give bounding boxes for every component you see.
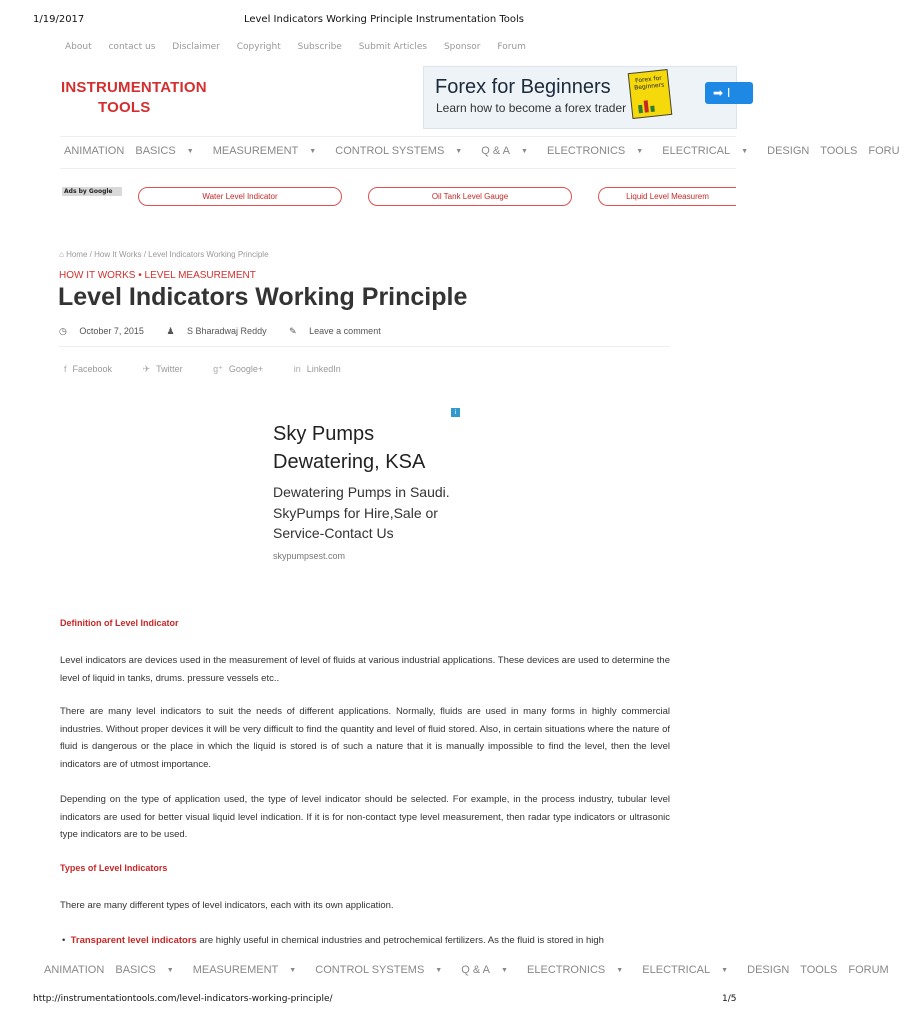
comment-link-text: Leave a comment	[309, 326, 381, 336]
breadcrumb	[59, 250, 269, 259]
paragraph: Level indicators are devices used in the measurement of level of fluids at various industrial applications. These devices are used to determine the level of liquid in tanks, drums. pressure vessels etc..	[60, 655, 670, 684]
nav-electrical[interactable]	[662, 145, 756, 157]
nav-electrical-label: ELECTRICAL	[642, 964, 711, 976]
nav-electronics[interactable]	[547, 145, 651, 157]
nav-electronics-label: ELECTRONICS	[527, 964, 606, 976]
share-googleplus-label: Google+	[228, 364, 264, 374]
print-page-number: 1/5	[722, 994, 737, 1004]
ad-link-water-level[interactable]: Water Level Indicator	[138, 187, 342, 206]
share-linkedin-label: LinkedIn	[306, 364, 341, 374]
ad-choices-icon[interactable]: i	[451, 408, 460, 417]
top-nav-submit-articles[interactable]: Submit Articles	[358, 42, 428, 52]
nav-measurement[interactable]	[193, 964, 305, 976]
nav-electrical[interactable]	[642, 964, 736, 976]
breadcrumb-text[interactable]: Home / How It Works / Level Indicators Working Principle	[66, 250, 269, 259]
banner-ad-cta-button[interactable]: ➡ I	[705, 82, 753, 104]
facebook-icon: f	[64, 364, 67, 374]
nav-animation[interactable]: ANIMATION	[64, 145, 125, 157]
divider	[59, 346, 670, 347]
chevron-down-icon: ▼	[721, 967, 729, 974]
book-title: Forex for Beginners	[633, 74, 665, 92]
print-title: Level Indicators Working Principle Instrumentation Tools	[243, 14, 525, 25]
ads-by-google-text: Ads by Google	[64, 188, 113, 195]
inline-ad-body-line: Dewatering Pumps in Saudi.	[273, 484, 450, 500]
post-date	[59, 326, 154, 336]
nav-electrical-label: ELECTRICAL	[662, 145, 731, 157]
inline-ad-body-line: SkyPumps for Hire,Sale or	[273, 504, 438, 521]
twitter-icon: ✈	[142, 364, 151, 374]
chevron-down-icon: ▼	[636, 148, 644, 155]
inline-ad-url[interactable]: skypumpsest.com	[273, 551, 346, 561]
paragraph: There are many different types of level indicators, each with its own application.	[60, 900, 394, 911]
top-nav-contact[interactable]: contact us	[108, 42, 156, 52]
list-item	[62, 935, 670, 946]
chevron-down-icon: ▼	[521, 148, 528, 155]
category-links[interactable]: HOW IT WORKS • LEVEL MEASUREMENT	[59, 270, 256, 281]
share-facebook-label: Facebook	[72, 364, 113, 374]
nav-basics[interactable]	[115, 964, 181, 976]
share-googleplus[interactable]	[213, 364, 277, 374]
top-nav	[65, 42, 540, 52]
comment-link[interactable]	[289, 326, 391, 336]
banner-ad-headline: Forex for Beginners	[435, 76, 611, 98]
sticky-nav	[44, 964, 897, 976]
nav-design[interactable]: DESIGN	[747, 964, 790, 976]
clock-icon: ◷	[59, 326, 67, 336]
share-bar	[64, 364, 369, 375]
nav-measurement-label: MEASUREMENT	[192, 964, 279, 976]
nav-electronics[interactable]	[527, 964, 631, 976]
nav-measurement-label: MEASUREMENT	[212, 145, 299, 157]
share-linkedin[interactable]	[294, 364, 355, 374]
list-item-link[interactable]: Transparent level indicators	[70, 935, 197, 946]
nav-control-systems[interactable]	[335, 145, 470, 157]
post-date-text: October 7, 2015	[79, 326, 144, 336]
banner-ad-subtext: Learn how to become a forex trader	[436, 101, 627, 115]
nav-forum[interactable]: FORU	[868, 145, 900, 157]
logo-line-2: TOOLS	[98, 99, 151, 116]
inline-ad-title-line: Dewatering, KSA	[273, 451, 426, 473]
nav-basics-label: BASICS	[115, 964, 156, 976]
list-item-text: are highly useful in chemical industries and petrochemical fertilizers. As the fluid is stored in high	[196, 935, 604, 946]
chevron-down-icon: ▼	[616, 967, 624, 974]
home-icon: ⌂	[59, 250, 64, 259]
user-icon: ♟	[166, 326, 175, 336]
book-bar	[644, 100, 649, 112]
post-author[interactable]	[166, 326, 276, 336]
chevron-down-icon: ▼	[741, 148, 749, 155]
section-heading-definition: Definition of Level Indicator	[60, 618, 179, 628]
top-nav-about[interactable]: About	[65, 42, 92, 52]
nav-tools[interactable]: TOOLS	[820, 145, 858, 157]
ad-link-oil-tank[interactable]: Oil Tank Level Gauge	[368, 187, 572, 206]
nav-control-systems[interactable]	[315, 964, 450, 976]
paragraph: Depending on the type of application used, the type of level indicator should be selected. For example, in the process industry, tubular level indicators are used for better visual liquid level indication. If it is for non-contact type level measurement, then radar type indicators or ultrasonic type indicators are to be used.	[60, 794, 670, 840]
post-author-text: S Bharadwaj Reddy	[187, 326, 267, 336]
comment-icon: ✎	[289, 326, 297, 336]
book-image	[628, 69, 673, 119]
nav-basics-label: BASICS	[135, 145, 176, 157]
divider	[60, 136, 736, 137]
nav-forum[interactable]: FORUM	[848, 964, 889, 976]
chevron-down-icon: ▼	[186, 148, 194, 155]
inline-ad-title-line: Sky Pumps	[273, 423, 375, 445]
inline-ad-body-line: Service-Contact Us	[273, 525, 394, 541]
paragraph: There are many level indicators to suit the needs of different applications. Normally, fluids are used in many forms in highly commercial industries. Without proper devices it will be very difficult to find the quantity and level of fluid stored. Also, in certain situations where the nature of fluid is dangerous or the place in which the liquid is stored is of such a nature that it is manually impossible to find the level, then the level indicators are of utmost importance.	[60, 706, 670, 770]
top-nav-copyright[interactable]: Copyright	[236, 42, 281, 52]
top-nav-forum[interactable]: Forum	[497, 42, 526, 52]
nav-electronics-label: ELECTRONICS	[547, 145, 626, 157]
ads-by-google-label[interactable]	[62, 187, 122, 196]
inline-ad-title[interactable]	[273, 420, 425, 476]
nav-qa[interactable]	[481, 145, 536, 157]
inline-ad-body	[273, 482, 450, 544]
chevron-down-icon: ▼	[455, 148, 463, 155]
top-nav-sponsor[interactable]: Sponsor	[443, 42, 481, 52]
divider	[60, 168, 736, 169]
logo-line-1: INSTRUMENTATION	[61, 79, 207, 96]
nav-control-systems-label: CONTROL SYSTEMS	[315, 964, 425, 976]
bullet-icon: •	[62, 935, 66, 946]
ad-link-liquid-level[interactable]: Liquid Level Measurem	[598, 187, 736, 206]
nav-control-systems-label: CONTROL SYSTEMS	[335, 145, 445, 157]
share-facebook[interactable]	[64, 364, 126, 374]
print-header	[0, 14, 768, 30]
nav-animation[interactable]: ANIMATION	[44, 964, 105, 976]
nav-qa[interactable]	[461, 964, 516, 976]
section-heading-types: Types of Level Indicators	[60, 863, 168, 873]
book-bar	[650, 106, 655, 112]
googleplus-icon: g⁺	[213, 364, 223, 374]
share-twitter-label: Twitter	[156, 364, 183, 374]
nav-qa-label: Q & A	[481, 145, 511, 157]
main-nav	[64, 145, 908, 157]
nav-measurement[interactable]	[213, 145, 325, 157]
nav-qa-label: Q & A	[461, 964, 491, 976]
site-logo[interactable]	[61, 78, 207, 118]
article-meta	[59, 326, 401, 337]
share-twitter[interactable]	[143, 364, 197, 374]
nav-tools[interactable]: TOOLS	[800, 964, 838, 976]
book-bar	[638, 105, 643, 113]
linkedin-icon: in	[293, 364, 301, 374]
print-url: http://instrumentationtools.com/level-indicators-working-principle/	[33, 994, 333, 1004]
top-nav-subscribe[interactable]: Subscribe	[297, 42, 342, 52]
chevron-down-icon: ▼	[435, 967, 443, 974]
chevron-down-icon: ▼	[289, 967, 297, 974]
banner-ad[interactable]	[423, 66, 737, 129]
article-title: Level Indicators Working Principle	[58, 283, 468, 311]
chevron-down-icon: ▼	[501, 967, 508, 974]
chevron-down-icon: ▼	[166, 967, 174, 974]
nav-basics[interactable]	[135, 145, 201, 157]
nav-design[interactable]: DESIGN	[767, 145, 810, 157]
print-date: 1/19/2017	[33, 14, 85, 25]
top-nav-disclaimer[interactable]: Disclaimer	[172, 42, 220, 52]
chevron-down-icon: ▼	[309, 148, 317, 155]
